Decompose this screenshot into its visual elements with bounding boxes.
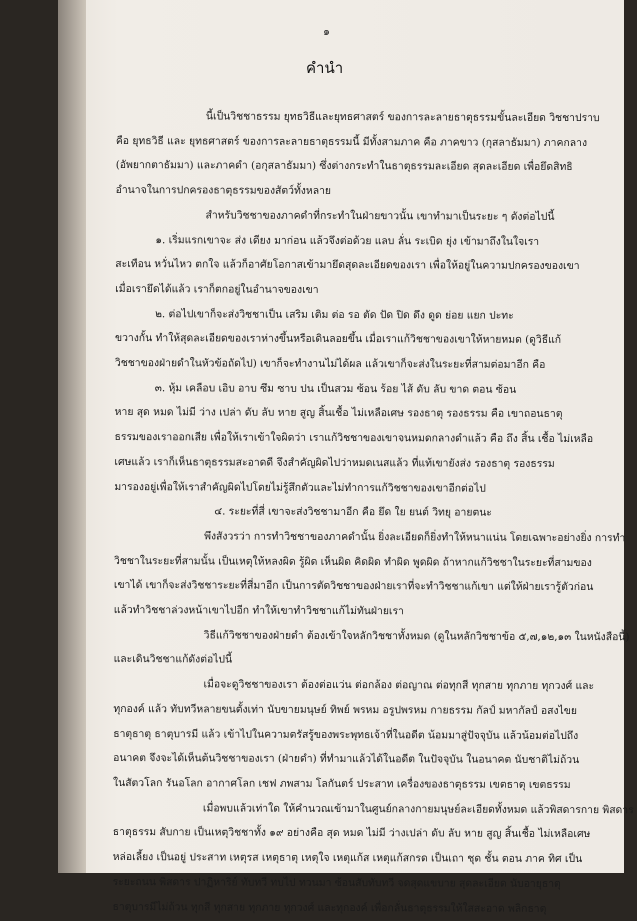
text-line: ธาตุธรรม สับกาย เป็นเหตุวิชชาทั้ง ๑๙ อย่างคือ สุด หมด ไม่มี ว่างเปล่า ดับ ลับ หาย สูญ สิ้นเชื้อ ไม่เหลือเศษ <box>112 826 591 841</box>
text-line: สำหรับวิชชาของภาคดำที่กระทำในฝ่ายขาวนั้น เขาทำมาเป็นระยะ ๆ ดังต่อไปนี้ <box>205 209 555 223</box>
text-line: คือ ยุทธวิธี และ ยุทธศาสตร์ ของการละลายธาตุธรรมนี้ มีทั้งสามภาค คือ ภาคขาว (กุสลาธัมมา) ภาคกลาง <box>115 134 588 149</box>
text-line: ทุกองค์ แล้ว ทับทวีหลายขนตั้งเท่า นับขายมนุษย์ ทิพย์ พรหม อรูปพรหม กายธรรม กัลป์ มหากัลป์ อสงไขย <box>113 702 578 717</box>
text-line: สะเทือน หวั่นไหว ตกใจ แล้วก็อาศัยโอกาสเข้ามายึดสุดละเอียดของเรา เพื่อให้อยู่ในความปกครองของเขา <box>115 258 580 273</box>
document-page <box>58 0 634 915</box>
text-line: ขวางกั้น ทำให้สุดละเอียดของเราห่างขึ้นหรือเดินลอยขึ้น เมื่อเราแก้วิชชาของเขาให้หายหมด (ดูวิธีแก้ <box>114 332 562 347</box>
text-line: ในสัตวโลก รันอโลก อากาศโลก เชฟ ภพสาม โลกันตร์ ประสาท เครื่องของธาตุธรรม เขตธาตุ เขตธรรม <box>113 776 571 791</box>
text-line: นี้เป็นวิชชาธรรม ยุทธวิธีและยุทธศาสตร์ ของการละลายธาตุธรรมขั้นละเอียด วิชชาปราบ <box>205 110 600 125</box>
text-line: ๑. เริ่มแรกเขาจะ ส่ง เดียง มาก่อน แล้วจึงต่อด้วย แลบ ลั่น ระเบิด ยุ่ง เข้ามาถึงในใจเรา <box>155 233 540 248</box>
text-line: ระยะถนน พิสดาร ปาฏิหาริย์ ทับทวี ทบไป ทวนมา ซ้อนสับทับทวี จดสุดแขบาย สุดละเอียด นับอายุธาตุ <box>112 875 561 890</box>
text-line: พึงสังวรว่า การทำวิชชาของภาคดำนั้น ยิ่งละเอียดก็ยิ่งทำให้หนาแน่น โดยเฉพาะอย่างยิ่ง การทำ <box>204 530 626 545</box>
text-line: เมื่อจะดูวิชชาของเรา ต้องต่อแว่น ต่อกล้อง ต่อญาณ ต่อทุกสี ทุกสาย ทุกภาย ทุกวงศ์ และ <box>203 678 595 693</box>
text-line: อำนาจในการปกครองธาตุธรรมของสัตว์ทั้งหลาย <box>115 184 332 198</box>
text-line: อนาคต จึงจะได้เห็นต้นวิชชาของเรา (ฝ่ายดำ) ที่ทำมาแล้วได้ในอดีต ในปัจจุบัน ในอนาคต นับชาติไม่ถ้วน <box>113 752 580 767</box>
text-line: หาย สุด หมด ไม่มี ว่าง เปล่า ดับ ลับ หาย สูญ สิ้นเชื้อ ไม่เหลือเศษ รองธาตุ รองธรรม คือ เขาถอนธาตุ <box>114 406 563 421</box>
text-line: เขาได้ เขาก็จะส่งวิชชาระยะที่สี่มาอีก เป็นการตัดวิชชาของฝ่ายเราที่จะทำวิชชาแก้เขา แต่ให้ฝ่ายเรารู้ตัวก่อน <box>113 579 594 594</box>
text-line: วิชชาในระยะที่สามนั้น เป็นเหตุให้หลงผิด รู้ผิด เห็นผิด คิดผิด ทำผิด พูดผิด ถ้าหากแก้วิชชาในระยะที่สามของ <box>113 554 592 569</box>
text-line: ธรรมของเราออกเสีย เพื่อให้เราเข้าใจผิดว่า เราแก้วิชชาของเขาจนหมดกลางดำแล้ว คือ ถึง สิ้น เชื้อ ไม่เหลือ <box>114 431 594 446</box>
text-line: วิธีแก้วิชชาของฝ่ายดำ ต้องเข้าใจหลักวิชชาทั้งหมด (ดูในหลักวิชชาข้อ ๕,๗,๑๒,๑๓ ในหนังสือนี้) <box>203 629 630 644</box>
text-line: หล่อเลี้ยง เป็นอยู่ ประสาท เหตุรส เหตุธาตุ เหตุใจ เหตุแก้ส เหตุแก้สกรด เป็นเถา ชุด ชั้น ตอน ภาค ทิศ เป็น <box>112 851 583 866</box>
text-line: และเดินวิชชาแก้ดังต่อไปนี้ <box>113 653 233 666</box>
text-line: เมื่อพบแล้วเท่าใด ให้คำนวณเข้ามาในศูนย์กลางกายมนุษย์ละเอียดทั้งหมด แล้วพิสดารกาย พิสดาร <box>202 802 634 816</box>
text-line: ธาตุธาตุ ธาตุบารมี แล้ว เข้าไปในความตรัสรู้ของพระพุทธเจ้าที่ในอดีต น้อมมาสู่ปัจจุบัน แล้วน้อมต่อไปถึง <box>113 727 579 742</box>
book-gutter-shadow <box>58 0 86 873</box>
text-line: เศษแล้ว เราก็เห็นธาตุธรรมสะอาดดี จึงสำคัญผิดไปว่าหมดเนสแล้ว ที่แท้เขายังส่ง รองธาตุ รองธรรม <box>114 455 555 470</box>
body-text <box>112 104 634 921</box>
text-line: วิชชาของฝ่ายดำในหัวข้อถัดไป) เขาก็จะทำงานไม่ได้ผล แล้วเขาก็จะส่งในระยะที่สามต่อมาอีก คือ <box>114 357 546 371</box>
text-line: ๒. ต่อไปเขาก็จะส่งวิชชาเป็น เสริม เติม ต่อ รอ ตัด ปัด ปิด ดึง ดูด ย่อย แยก ปะทะ <box>155 307 514 322</box>
text-line: ๓. หุ้ม เคลือบ เอิบ อาบ ซึม ซาบ ปน เป็นสวม ซ้อน ร้อย ไส้ ดับ ลับ ขาด ตอน ซ้อน <box>154 381 517 396</box>
page-number: ๑ <box>323 25 330 38</box>
text-line: ๔. ระยะที่สี่ เขาจะส่งวิชชามาอีก คือ ยึด ใย ยนต์ วิทยุ อายตนะ <box>214 505 492 519</box>
text-line: เมื่อเรายึดได้แล้ว เราก็ตกอยู่ในอำนาจของเขา <box>115 282 319 296</box>
text-line: ธาตุบารมีไม่ถ้วน ทุกสี ทุกสาย ทุกภาย ทุกวงศ์ และทุกองค์ เพื่อกลั่นธาตุธรรมให้ใสสะอาด พลิกธาตุ <box>112 900 547 915</box>
text-line: (อัพยากตาธัมมา) และภาคดำ (อกุสลาธัมมา) ซึ่งต่างกระทำในธาตุธรรมละเอียด สุดละเอียด เพื่อยึดสิทธิ <box>115 159 573 174</box>
text-line: แล้วทำวิชชาล่วงหน้าเขาไปอีก ทำให้เขาทำวิชชาแก้ไม่ทันฝ่ายเรา <box>113 604 404 618</box>
page-title: คำนำ <box>306 59 344 77</box>
text-line: มารองอยู่เพื่อให้เราสำคัญผิดไปโดยไม่รู้สึกตัวและไม่ทำการแก้วิชชาของเขาอีกต่อไป <box>114 480 486 495</box>
